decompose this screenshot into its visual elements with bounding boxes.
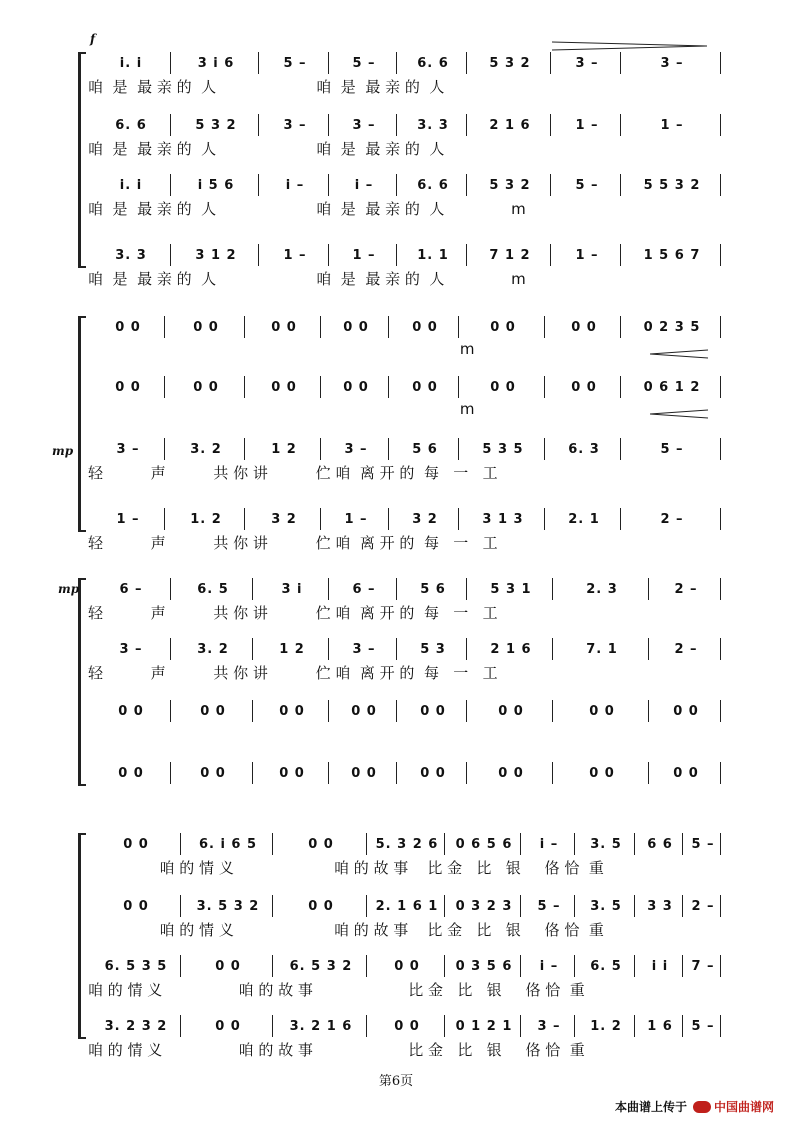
lyrics-line xyxy=(88,400,718,420)
notation-line xyxy=(88,438,718,460)
lyrics-text: 轻 声 共 你 讲 伫 咱 离 开 的 每 一 工 xyxy=(88,604,498,622)
measure: 3. 2 3 2 xyxy=(104,1018,168,1034)
measure: 6. 5 xyxy=(590,958,622,974)
measure: 1 – xyxy=(575,117,599,133)
lyrics-line xyxy=(88,979,718,999)
measure: 6 – xyxy=(352,581,376,597)
measure: 0 0 xyxy=(351,703,377,719)
notation-line xyxy=(88,174,718,196)
measure: 6. 6 xyxy=(417,177,449,193)
measure: 0 0 xyxy=(271,319,297,335)
measure: 7 1 2 xyxy=(489,247,531,263)
score-system-2 xyxy=(78,316,718,552)
measure: 0 0 xyxy=(308,836,334,852)
notation-line xyxy=(88,244,718,266)
lyrics-line xyxy=(88,662,718,682)
measure: 0 0 xyxy=(412,319,438,335)
measure: 5 3 2 xyxy=(489,177,531,193)
measure: 0 0 xyxy=(308,898,334,914)
score-system-3 xyxy=(78,578,718,792)
measure: 6. 6 xyxy=(115,117,147,133)
measure: i 5 6 xyxy=(197,177,235,193)
lyrics-text: 轻 声 共 你 讲 伫 咱 离 开 的 每 一 工 xyxy=(88,664,498,682)
lyrics-line xyxy=(88,857,718,877)
measure: 3 3 xyxy=(647,898,673,914)
measure: 0 0 xyxy=(571,379,597,395)
measure: 0 0 xyxy=(589,765,615,781)
dynamic-marking: f xyxy=(90,32,96,46)
lyrics-line xyxy=(88,340,718,360)
measure: 2 – xyxy=(691,898,715,914)
measure: 3 – xyxy=(116,441,140,457)
measure: 1 – xyxy=(283,247,307,263)
measure: 0 0 xyxy=(343,379,369,395)
measure: 6. 3 xyxy=(568,441,600,457)
system-bracket xyxy=(78,833,81,1039)
lyrics-line xyxy=(88,138,718,158)
measure: 5 – xyxy=(352,55,376,71)
measure: 3 – xyxy=(119,641,143,657)
measure: 0 0 xyxy=(115,319,141,335)
measure: 5 6 xyxy=(420,581,446,597)
score-system-4 xyxy=(78,833,718,1059)
site-logo[interactable] xyxy=(693,1098,774,1115)
measure: 0 0 xyxy=(498,703,524,719)
measure: 0 0 xyxy=(412,379,438,395)
measure: 0 0 xyxy=(279,765,305,781)
notation-line xyxy=(88,762,718,784)
measure: 0 0 xyxy=(343,319,369,335)
measure: 0 0 xyxy=(271,379,297,395)
measure: 5 3 xyxy=(420,641,446,657)
measure: 0 0 xyxy=(571,319,597,335)
measure: 3 – xyxy=(575,55,599,71)
measure: 3. 3 xyxy=(115,247,147,263)
bracket-cap xyxy=(78,316,86,318)
measure: 5 – xyxy=(691,836,715,852)
measure: i – xyxy=(285,177,305,193)
measure: 3 1 3 xyxy=(482,511,524,527)
decrescendo-hairpin xyxy=(552,38,712,54)
measure: 2 – xyxy=(674,581,698,597)
measure: 0 0 xyxy=(193,319,219,335)
measure: 0 0 xyxy=(200,703,226,719)
notation-line xyxy=(88,52,718,74)
measure: 0 0 xyxy=(351,765,377,781)
measure: 6. 5 3 5 xyxy=(104,958,168,974)
measure: 0 0 xyxy=(193,379,219,395)
measure: 3 – xyxy=(352,117,376,133)
measure: 1. 2 xyxy=(590,1018,622,1034)
page-number: 第6页 xyxy=(378,1074,414,1089)
lyrics-line xyxy=(88,532,718,552)
measure: 0 0 xyxy=(490,319,516,335)
measure: i – xyxy=(539,836,559,852)
measure: 5 – xyxy=(283,55,307,71)
bracket-cap xyxy=(78,784,86,786)
measure: 7 – xyxy=(691,958,715,974)
measure: 3 – xyxy=(537,1018,561,1034)
measure: 0 0 xyxy=(118,765,144,781)
notation-line xyxy=(88,376,718,398)
score-system-1 xyxy=(78,52,718,288)
system-bracket xyxy=(78,52,81,268)
measure: 5 – xyxy=(537,898,561,914)
measure: 3. 5 xyxy=(590,898,622,914)
crescendo-hairpin xyxy=(650,348,710,360)
notation-line xyxy=(88,700,718,722)
measure: 2. 1 6 1 xyxy=(375,898,439,914)
measure: 0 0 xyxy=(673,765,699,781)
upload-credit xyxy=(615,1098,774,1115)
measure: i – xyxy=(354,177,374,193)
measure: 0 0 xyxy=(200,765,226,781)
notation-line xyxy=(88,508,718,530)
system-bracket xyxy=(78,578,81,786)
measure: 0 0 xyxy=(115,379,141,395)
measure: 3 2 xyxy=(412,511,438,527)
measure: 1 – xyxy=(344,511,368,527)
measure: 1 6 xyxy=(647,1018,673,1034)
measure: 3 1 2 xyxy=(195,247,237,263)
measure: 3 – xyxy=(344,441,368,457)
measure: 1 2 xyxy=(279,641,305,657)
measure: 0 0 xyxy=(420,765,446,781)
notation-line xyxy=(88,955,718,977)
lyrics-text: 咱 是 最 亲 的 人 咱 是 最 亲 的 人 xyxy=(88,78,445,96)
measure: 3 – xyxy=(660,55,684,71)
measure: 6 6 xyxy=(647,836,673,852)
measure: 0 0 xyxy=(420,703,446,719)
lyrics-text: 咱 是 最 亲 的 人 咱 是 最 亲 的 人 m xyxy=(88,270,526,288)
measure: 7. 1 xyxy=(586,641,618,657)
notation-line xyxy=(88,638,718,660)
crescendo-hairpin xyxy=(650,408,710,420)
measure: 0 0 xyxy=(490,379,516,395)
measure: 1 – xyxy=(575,247,599,263)
lyrics-line xyxy=(88,76,718,96)
measure: 5 3 2 xyxy=(489,55,531,71)
measure: 5 6 xyxy=(412,441,438,457)
measure: 0 0 xyxy=(498,765,524,781)
measure: 5. 3 2 6 xyxy=(375,836,439,852)
measure: 0 0 xyxy=(279,703,305,719)
measure: 5 3 2 xyxy=(195,117,237,133)
measure: 3 i 6 xyxy=(197,55,235,71)
measure: 2 1 6 xyxy=(489,117,531,133)
notation-line xyxy=(88,316,718,338)
measure: 1 2 xyxy=(271,441,297,457)
measure: 0 1 2 1 xyxy=(455,1018,513,1034)
measure: 0 0 xyxy=(673,703,699,719)
measure: 2. 1 xyxy=(568,511,600,527)
bracket-cap xyxy=(78,52,86,54)
measure: i. i xyxy=(119,55,143,71)
bracket-cap xyxy=(78,578,86,580)
measure: 2. 3 xyxy=(586,581,618,597)
measure: 0 0 xyxy=(123,836,149,852)
measure: 1. 2 xyxy=(190,511,222,527)
measure: 1 – xyxy=(352,247,376,263)
notation-line xyxy=(88,1015,718,1037)
measure: 3 – xyxy=(283,117,307,133)
lyrics-text: 咱 是 最 亲 的 人 咱 是 最 亲 的 人 m xyxy=(88,200,526,218)
measure: 5 – xyxy=(660,441,684,457)
lyrics-text: 轻 声 共 你 讲 伫 咱 离 开 的 每 一 工 xyxy=(88,464,498,482)
lyrics-line xyxy=(88,724,718,744)
measure: 3. 3 xyxy=(417,117,449,133)
measure: 0 0 xyxy=(394,958,420,974)
notation-line xyxy=(88,114,718,136)
measure: 1 – xyxy=(660,117,684,133)
measure: i i xyxy=(651,958,669,974)
dynamic-marking: mp xyxy=(58,582,80,596)
bracket-cap xyxy=(78,530,86,532)
lyrics-line xyxy=(88,462,718,482)
measure: 3 – xyxy=(352,641,376,657)
lyrics-text: 咱 的 情 义 咱 的 故 事 比 金 比 银 佫 恰 重 xyxy=(88,859,604,877)
measure: 6. 5 xyxy=(197,581,229,597)
measure: 3. 5 3 2 xyxy=(196,898,260,914)
measure: 5 3 5 xyxy=(482,441,524,457)
measure: 3. 5 xyxy=(590,836,622,852)
measure: 5 – xyxy=(691,1018,715,1034)
lyrics-text: 轻 声 共 你 讲 伫 咱 离 开 的 每 一 工 xyxy=(88,534,498,552)
measure: 1. 1 xyxy=(417,247,449,263)
lyrics-text: 咱 的 情 义 咱 的 故 事 比 金 比 银 佫 恰 重 xyxy=(88,921,604,939)
measure: 5 – xyxy=(575,177,599,193)
measure: 0 0 xyxy=(215,958,241,974)
bracket-cap xyxy=(78,266,86,268)
measure: 0 0 xyxy=(118,703,144,719)
measure: 0 6 1 2 xyxy=(643,379,701,395)
measure: 3. 2 xyxy=(190,441,222,457)
lyrics-line xyxy=(88,1039,718,1059)
lyrics-line xyxy=(88,268,718,288)
dynamic-marking: mp xyxy=(52,444,74,458)
measure: 3 i xyxy=(281,581,303,597)
measure: 6 – xyxy=(119,581,143,597)
lyrics-line xyxy=(88,786,718,806)
measure: 0 3 5 6 xyxy=(455,958,513,974)
lyrics-line xyxy=(88,919,718,939)
notation-line xyxy=(88,895,718,917)
logo-icon xyxy=(693,1101,711,1113)
measure: 3. 2 1 6 xyxy=(289,1018,353,1034)
measure: 1 5 6 7 xyxy=(643,247,701,263)
measure: 6. 5 3 2 xyxy=(289,958,353,974)
measure: 2 – xyxy=(674,641,698,657)
bracket-cap xyxy=(78,833,86,835)
measure: i – xyxy=(539,958,559,974)
system-bracket xyxy=(78,316,81,532)
logo-text: 中国曲谱网 xyxy=(713,1100,774,1114)
lyrics-line xyxy=(88,198,718,218)
measure: 5 5 3 2 xyxy=(643,177,701,193)
measure: 0 3 2 3 xyxy=(455,898,513,914)
lyrics-text: m xyxy=(88,340,475,358)
lyrics-text: 咱 是 最 亲 的 人 咱 是 最 亲 的 人 xyxy=(88,140,445,158)
measure: 5 3 1 xyxy=(490,581,532,597)
lyrics-text: 咱 的 情 义 咱 的 故 事 比 金 比 银 佫 恰 重 xyxy=(88,1041,585,1059)
measure: 0 6 5 6 xyxy=(455,836,513,852)
measure: 0 0 xyxy=(123,898,149,914)
measure: 2 – xyxy=(660,511,684,527)
measure: 6. 6 xyxy=(417,55,449,71)
measure: i. i xyxy=(119,177,143,193)
measure: 0 0 xyxy=(394,1018,420,1034)
lyrics-text: 咱 的 情 义 咱 的 故 事 比 金 比 银 佫 恰 重 xyxy=(88,981,585,999)
lyrics-text: m xyxy=(88,400,475,418)
measure: 3 2 xyxy=(271,511,297,527)
measure: 0 0 xyxy=(215,1018,241,1034)
notation-line xyxy=(88,833,718,855)
measure: 3. 2 xyxy=(197,641,229,657)
lyrics-line xyxy=(88,602,718,622)
measure: 0 0 xyxy=(589,703,615,719)
measure: 2 1 6 xyxy=(490,641,532,657)
credit-text: 本曲谱上传于 xyxy=(614,1100,687,1114)
measure: 6. i 6 5 xyxy=(198,836,258,852)
measure: 0 2 3 5 xyxy=(643,319,701,335)
measure: 1 – xyxy=(116,511,140,527)
bracket-cap xyxy=(78,1037,86,1039)
notation-line xyxy=(88,578,718,600)
